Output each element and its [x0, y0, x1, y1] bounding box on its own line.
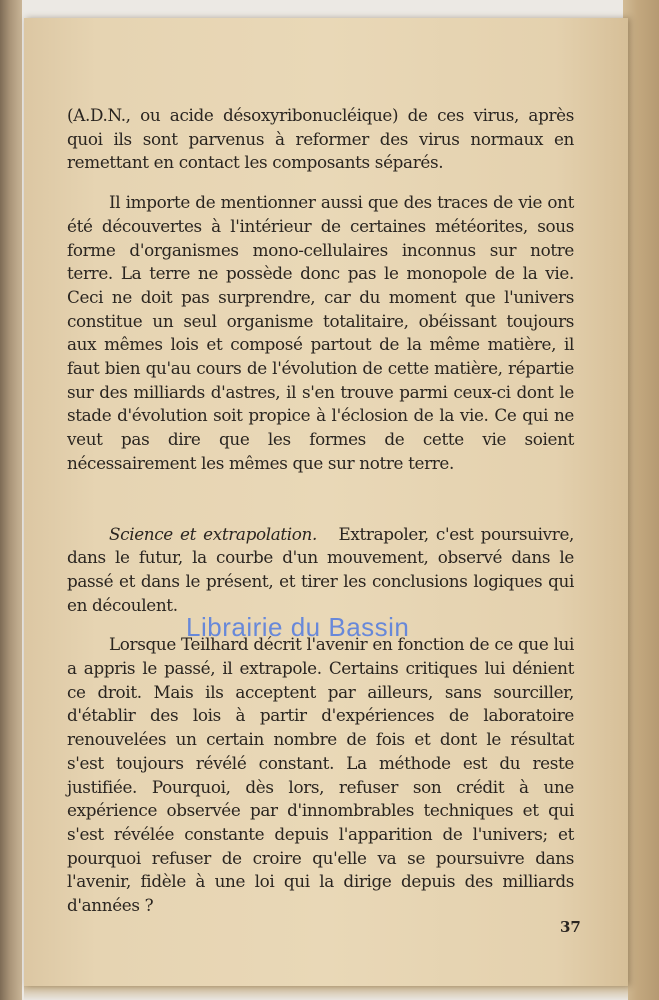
- paragraph-1: (A.D.N., ou acide désoxyribonucléique) de ces virus, après quoi ils sont parvenus à reformer des virus normaux en remettant en contact les composants séparés.: [67, 105, 574, 173]
- watermark-text: Librairie du Bassin: [186, 612, 410, 642]
- book-page: [24, 18, 628, 986]
- page-bottom-shadow: [24, 984, 628, 1000]
- section-heading: Science et extrapolation.: [109, 523, 318, 544]
- book-spine-edge: [0, 0, 22, 1000]
- paragraph-4: Lorsque Teilhard décrit l'avenir en fonction de ce que lui a appris le passé, il extrapole. Certains critiques lui dénient ce droit. Mais ils acceptent par ailleurs, sans sourciller, d'établir des lois à partir d'expériences de laboratoire renouvelées un certain nombre de fois et dont le résultat s'est toujours révélé constant. La méthode est du reste justifiée. Pourquoi, dès lors, refuser son crédit à une expérience observée par d'innombrables techniques et qui s'est révélée constante depuis l'apparition de l'univers; et pourquoi refuser de croire qu'elle va se poursuivre dans l'avenir, fidèle à une loi qui la dirige depuis des milliards d'années ?: [67, 634, 574, 916]
- paragraph-2: Il importe de mentionner aussi que des traces de vie ont été découvertes à l'intérieur de certaines météorites, sous forme d'organismes mono-cellulaires inconnus sur notre terre. La terre ne possède donc pas le monopole de la vie. Ceci ne doit pas surprendre, car du moment que l'univers constitue un seul organisme totalitaire, obéissant toujours aux mêmes lois et composé partout de la même matière, il faut bien qu'au cours de l'évolution de cette matière, répartie sur des milliards d'astres, il s'en trouve parmi ceux-ci dont le stade d'évolution soit propice à l'éclosion de la vie. Ce qui ne veut pas dire que les formes de cette vie soient nécessairement les mêmes que sur notre terre.: [67, 192, 574, 473]
- section-heading-body: Extrapoler, c'est poursuivre, dans le futur, la courbe d'un mouvement, observé dans le passé et dans le présent, et tirer les conclusions logiques qui en découlent.: [67, 523, 575, 615]
- paragraph-3: [67, 523, 574, 618]
- page-stack-edge: [623, 0, 659, 1000]
- page-body-text: [67, 104, 574, 918]
- page-number: 37: [560, 918, 581, 936]
